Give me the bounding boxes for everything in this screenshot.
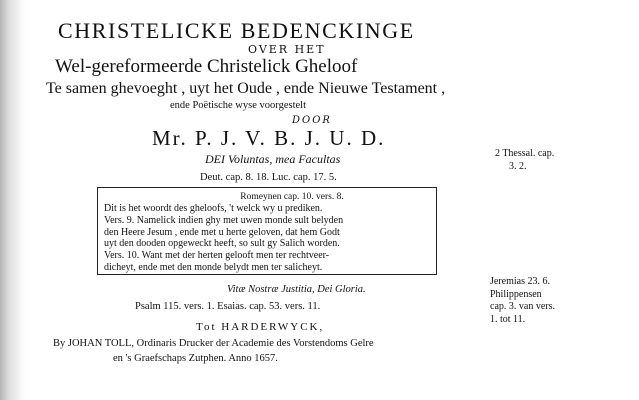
gathered-line: Te samen ghevoeght , uyt het Oude , ende Nieuwe Testament , <box>46 80 446 97</box>
margin-note-thessalonians <box>495 148 554 173</box>
subtitle-over: OVER HET <box>248 43 326 56</box>
margin-note-line: Philippensen <box>490 288 542 300</box>
margin-note-line: Jeremias 23. 6. <box>490 276 550 287</box>
imprint-printer: By JOHAN TOLL, Ordinaris Drucker der Academie des Vorstendoms Gelre <box>53 338 374 349</box>
margin-note-line: 2 Thessal. cap. <box>495 148 555 159</box>
scripture-reference-deut: Deut. cap. 8. 18. Luc. cap. 17. 5. <box>200 172 337 183</box>
quote-line: uyt den dooden opgeweckt heeft, so sult gy Salich worden. <box>104 238 340 250</box>
margin-note-line: cap. 3. van vers. <box>490 301 555 312</box>
quote-line: Dit is het woordt des gheloofs, 't welck wy u prediken. <box>104 202 323 214</box>
author-initials: Mr. P. J. V. B. J. U. D. <box>152 126 386 150</box>
quote-line: Vers. 10. Want met der herten gelooft men ter rechtveer- <box>104 250 330 262</box>
quote-heading: Romeynen cap. 10. vers. 8. <box>240 192 344 202</box>
scripture-quote-box <box>97 187 437 275</box>
imprint-place: Tot HARDERWYCK, <box>196 321 325 333</box>
margin-note-jeremias <box>490 276 555 326</box>
door-label: DOOR <box>292 115 332 126</box>
motto: DEI Voluntas, mea Facultas <box>205 152 341 166</box>
subject-line: Wel-gereformeerde Christelick Gheloof <box>55 56 358 77</box>
quote-line: den Heere Jesum , ende met u herte geloven, dat hem Godt <box>104 226 340 238</box>
page-gutter-shadow <box>0 0 22 400</box>
margin-note-line: 1. tot 11. <box>490 313 526 325</box>
scripture-reference-psalm: Psalm 115. vers. 1. Esaias. cap. 53. vers. 11. <box>135 301 321 312</box>
quote-line: dicheyt, ende met den monde belydt men ter salicheyt. <box>104 261 323 273</box>
quote-line: Vers. 9. Namelick indien ghy met uwen monde sult belyden <box>104 214 344 226</box>
vitae-motto: Vitæ Nostræ Justitia, Dei Gloria. <box>227 284 366 295</box>
imprint-year: en 's Graefschaps Zutphen. Anno 1657. <box>113 353 278 364</box>
book-title: CHRISTELICKE BEDENCKINGE <box>58 18 415 43</box>
margin-note-line: 3. 2. <box>509 160 527 172</box>
poetic-line: ende Poëtische wyse voorgestelt <box>170 100 306 111</box>
